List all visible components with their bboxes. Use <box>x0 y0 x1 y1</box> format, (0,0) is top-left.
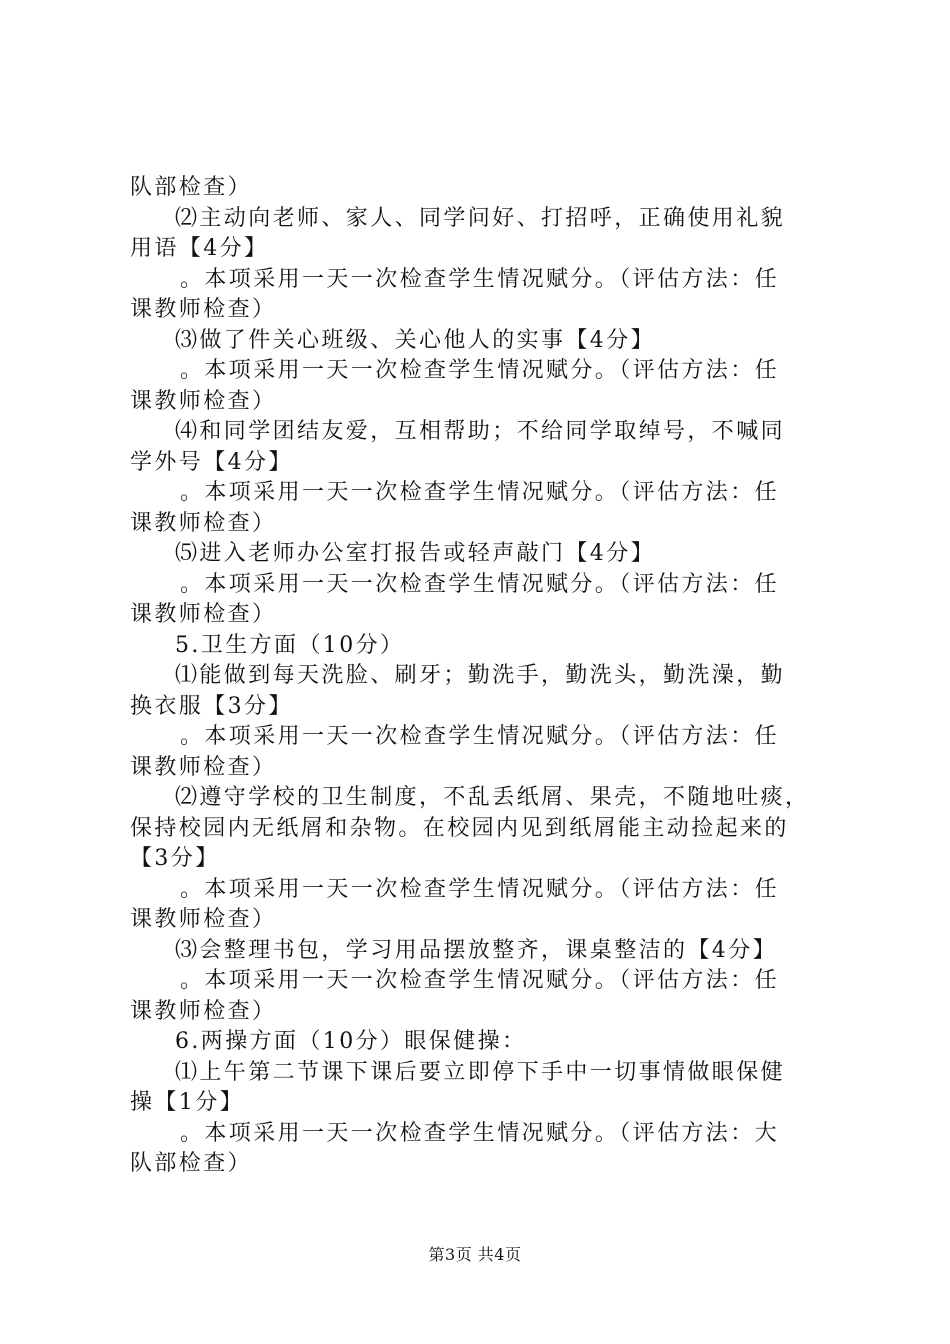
text-line: 课教师检查） <box>130 297 277 322</box>
page-footer: 第3页 共4页 <box>428 1245 522 1264</box>
text-line: 5.卫生方面（10分） <box>175 632 405 658</box>
text-line: 。本项采用一天一次检查学生情况赋分。（评估方法：任 <box>180 480 780 505</box>
text-line: ⑴上午第二节课下课后要立即停下手中一切事情做眼保健 <box>175 1059 786 1085</box>
text-line: 保持校园内无纸屑和杂物。在校园内见到纸屑能主动捡起来的 <box>130 815 789 841</box>
text-line: ⑶会整理书包，学习用品摆放整齐，课桌整洁的【4分】 <box>175 937 777 963</box>
text-line: 操【1分】 <box>130 1090 244 1115</box>
text-line: 课教师检查） <box>130 998 277 1024</box>
text-line: 队部检查） <box>130 1151 253 1176</box>
text-line: 。本项采用一天一次检查学生情况赋分。（评估方法：任 <box>180 571 780 597</box>
document-body <box>130 173 835 1180</box>
text-line: 课教师检查） <box>130 907 277 932</box>
text-line: ⑵遵守学校的卫生制度，不乱丢纸屑、果壳，不随地吐痰， <box>175 785 810 810</box>
text-line: 学外号【4分】 <box>130 449 293 475</box>
text-line: 课教师检查） <box>130 602 277 627</box>
text-line: 课教师检查） <box>130 754 277 780</box>
text-line: 。本项采用一天一次检查学生情况赋分。（评估方法：任 <box>180 876 780 902</box>
text-line: 用语【4分】 <box>130 236 269 261</box>
text-line: ⑸进入老师办公室打报告或轻声敲门【4分】 <box>175 541 655 566</box>
text-line: ⑶做了件关心班级、关心他人的实事【4分】 <box>175 327 655 353</box>
text-line: 。本项采用一天一次检查学生情况赋分。（评估方法：大 <box>180 1120 780 1146</box>
text-line: 课教师检查） <box>130 510 277 536</box>
text-line: ⑵主动向老师、家人、同学问好、打招呼，正确使用礼貌 <box>175 205 786 231</box>
text-line: 。本项采用一天一次检查学生情况赋分。（评估方法：任 <box>180 968 780 993</box>
text-line: 6.两操方面（10分）眼保健操： <box>175 1029 527 1054</box>
text-line: 换衣服【3分】 <box>130 693 293 719</box>
text-line: 课教师检查） <box>130 388 277 414</box>
text-line: 。本项采用一天一次检查学生情况赋分。（评估方法：任 <box>180 358 780 383</box>
text-line: 队部检查） <box>130 175 253 200</box>
text-line: 【3分】 <box>130 846 220 871</box>
text-line: ⑴能做到每天洗脸、刷牙；勤洗手，勤洗头，勤洗澡，勤 <box>175 663 786 688</box>
text-line: ⑷和同学团结友爱，互相帮助；不给同学取绰号，不喊同 <box>175 419 786 444</box>
text-line: 。本项采用一天一次检查学生情况赋分。（评估方法：任 <box>180 724 780 749</box>
text-line: 。本项采用一天一次检查学生情况赋分。（评估方法：任 <box>180 266 780 292</box>
